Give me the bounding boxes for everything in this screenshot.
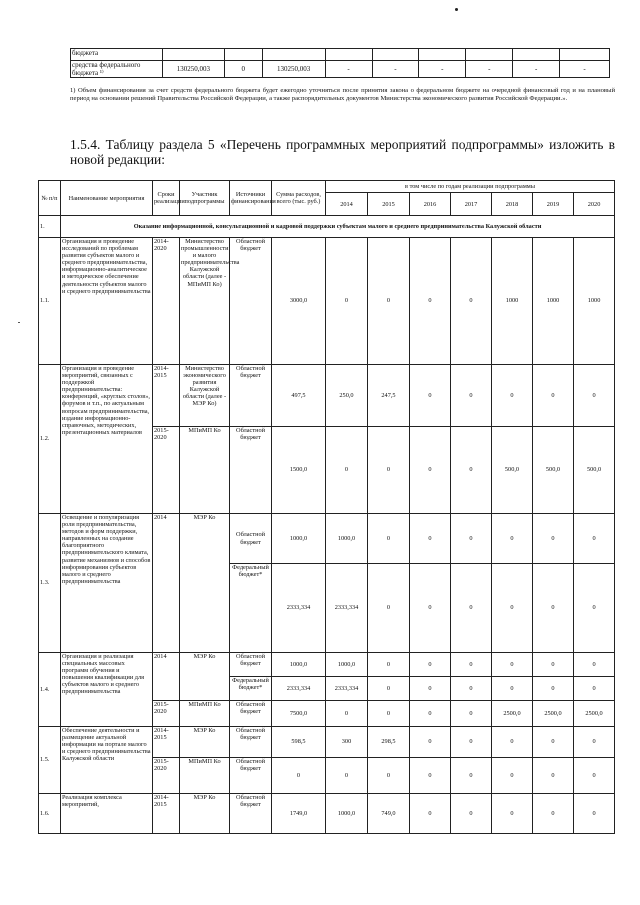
row-year-value: 0 [451,758,492,794]
row-term: 2014 [153,653,180,701]
row-sum: 7500,0 [272,701,326,727]
row-year-value: 0 [533,514,574,564]
row-num: 1.2. [39,365,61,514]
row-sum: 1000,0 [272,514,326,564]
row-year-value: 500,0 [492,427,533,514]
row-year-value: 0 [574,365,615,427]
header-name: Наименование мероприятия [61,181,153,216]
row-term: 2014 [153,514,180,653]
header-year: 2015 [368,193,410,216]
table-cell: - [325,61,372,78]
section-heading: 1.5.4. Таблицу раздела 5 «Перечень программных мероприятий подпрограммы» изложить в новой редакции: [70,137,615,167]
row-num: 1.5. [39,727,61,794]
row-year-value: 300 [326,727,368,758]
table-cell: 0 [224,61,262,78]
table-cell [262,49,325,61]
row-name: Освещение и популяризация роли предпринимательства, методов и форм поддержки, направленных на создание благоприятного предпринимательского климата, развитие механизмов и способов информирования субъектов малого и среднего предпринимательства [61,514,153,653]
row-year-value: 1000 [533,238,574,365]
row-participant: Министерство экономического развития Калужской области (далее - МЭР Ко) [180,365,230,427]
row-year-value: 0 [410,365,451,427]
table-row [71,61,610,78]
row-year-value: 2500,0 [533,701,574,727]
margin-mark [18,322,20,323]
row-year-value: 0 [368,758,410,794]
header-source: Источники финансирования [230,181,272,216]
table-cell [325,49,372,61]
header-year: 2017 [451,193,492,216]
table-cell: - [466,61,513,78]
row-year-value: 0 [368,653,410,677]
row-name: Организация и реализация специальных массовых программ обучения и повышения квалификации для субъектов малого и среднего предпринимательства [61,653,153,727]
row-year-value: 0 [533,564,574,653]
row-year-value: 0 [492,365,533,427]
row-year-value: 749,0 [368,794,410,834]
header-year: 2018 [492,193,533,216]
table-row [71,49,610,61]
row-year-value: 0 [451,794,492,834]
row-name: Обеспечение деятельности и размещение актуальной информации на портале малого и среднего предпринимательства Калужской области [61,727,153,794]
row-source: Областной бюджет [230,238,272,365]
row-year-value: 0 [451,677,492,701]
table-cell [419,49,466,61]
row-participant: МЭР Ко [180,794,230,834]
scan-dot [455,8,458,11]
row-year-value: 0 [574,727,615,758]
row-year-value: 1000,0 [326,794,368,834]
row-year-value: 0 [410,238,451,365]
row-year-value: 247,5 [368,365,410,427]
table-row [39,794,615,834]
row-year-value: 2333,334 [326,564,368,653]
row-year-value: 0 [451,238,492,365]
table-cell [513,49,560,61]
row-sum: 1500,0 [272,427,326,514]
row-year-value: 0 [326,238,368,365]
row-year-value: 0 [326,427,368,514]
row-source: Областной бюджет [230,427,272,514]
row-name: Организация и проведение мероприятий, связанных с поддержкой предпринимательства: конференций, «круглых столов», форумов и т.п., по актуальным вопросам предпринимательства, издание информационно-справочных, методических, презентационных материалов [61,365,153,514]
row-year-value: 0 [451,365,492,427]
row-year-value: 0 [368,427,410,514]
row-source: Областной бюджет [230,514,272,564]
row-year-value: 0 [410,701,451,727]
row-term: 2014-2020 [153,238,180,365]
row-year-value: 0 [451,653,492,677]
row-year-value: 0 [533,794,574,834]
row-year-value: 0 [574,514,615,564]
row-year-value: 0 [410,794,451,834]
row-year-value: 0 [574,758,615,794]
table-row [39,514,615,564]
row-year-value: 0 [492,727,533,758]
row-participant: МЭР Ко [180,514,230,653]
row-source: Федеральный бюджет* [230,677,272,701]
table-cell: - [372,61,419,78]
row-num: 1.1. [39,238,61,365]
row-year-value: 0 [492,758,533,794]
row-sum: 1000,0 [272,653,326,677]
row-source: Федеральный бюджет* [230,564,272,653]
table-cell [162,49,224,61]
row-year-value: 0 [368,677,410,701]
row-year-value: 2500,0 [574,701,615,727]
header-by-years: в том числе по годам реализации подпрограммы [326,181,615,193]
row-source: Областной бюджет [230,365,272,427]
row-sum: 2333,334 [272,677,326,701]
row-source: Областной бюджет [230,653,272,677]
row-year-value: 0 [410,727,451,758]
row-year-value: 0 [574,794,615,834]
row-year-value: 1000 [492,238,533,365]
header-year: 2020 [574,193,615,216]
row-year-value: 1000,0 [326,514,368,564]
row-year-value: 0 [368,238,410,365]
row-year-value: 0 [410,427,451,514]
row-year-value: 0 [492,677,533,701]
row-year-value: 0 [533,653,574,677]
row-source: Областной бюджет [230,701,272,727]
row-num: 1.3. [39,514,61,653]
row-year-value: 0 [410,677,451,701]
table-cell: 130250,003 [262,61,325,78]
row-year-value: 0 [533,727,574,758]
table-row [39,365,615,427]
row-year-value: 0 [368,701,410,727]
table-cell: - [513,61,560,78]
row-year-value: 500,0 [574,427,615,514]
table-row [39,238,615,365]
budget-table-fragment [70,48,610,78]
table-header-row [39,181,615,193]
row-participant: МПиМП Ко [180,701,230,727]
row-year-value: 0 [533,677,574,701]
table-cell: - [560,61,610,78]
row-year-value: 0 [410,758,451,794]
row-year-value: 0 [368,564,410,653]
row-year-value: 0 [492,564,533,653]
section-title: Оказание информационной, консультационной и кадровой поддержки субъектам малого и среднего предпринимательства Калужской области [61,216,615,238]
row-year-value: 0 [533,758,574,794]
row-year-value: 0 [574,564,615,653]
row-term: 2015-2020 [153,758,180,794]
row-year-value: 0 [368,514,410,564]
table-cell: средства федерального бюджета ¹⁾ [71,61,163,78]
row-year-value: 0 [492,653,533,677]
row-year-value: 1000 [574,238,615,365]
table-cell [224,49,262,61]
row-source: Областной бюджет [230,794,272,834]
row-name: Реализация комплекса мероприятий, [61,794,153,834]
header-num: № п/п [39,181,61,216]
row-year-value: 250,0 [326,365,368,427]
row-year-value: 298,5 [368,727,410,758]
header-participant: Участник подпрограммы [180,181,230,216]
header-sum: Сумма расходов, всего (тыс. руб.) [272,181,326,216]
section-row [39,216,615,238]
header-year: 2014 [326,193,368,216]
row-year-value: 0 [410,653,451,677]
program-measures-table [38,180,615,834]
row-year-value: 0 [451,514,492,564]
table-cell [560,49,610,61]
row-term: 2015-2020 [153,427,180,514]
row-year-value: 0 [574,653,615,677]
row-sum: 0 [272,758,326,794]
row-year-value: 0 [492,794,533,834]
table-cell: - [419,61,466,78]
row-sum: 3000,0 [272,238,326,365]
row-year-value: 0 [451,564,492,653]
row-year-value: 2333,334 [326,677,368,701]
row-sum: 497,5 [272,365,326,427]
row-participant: МЭР Ко [180,727,230,758]
row-year-value: 500,0 [533,427,574,514]
row-year-value: 0 [410,564,451,653]
row-participant: Министерство промышленности и малого предпринимательства Калужской области (далее - МПиМП Ко) [180,238,230,365]
row-name: Организация и проведение исследований по проблемам развития субъектов малого и среднего предпринимательства, информационно-аналитическое и методическое обеспечение деятельности субъектов малого и среднего предпринимательства [61,238,153,365]
table-cell [372,49,419,61]
row-sum: 598,5 [272,727,326,758]
row-year-value: 0 [492,514,533,564]
row-sum: 2333,334 [272,564,326,653]
row-year-value: 0 [326,758,368,794]
row-year-value: 0 [533,365,574,427]
table-cell: 130250,003 [162,61,224,78]
footnote: 1) Объем финансирования за счет средств федерального бюджета будет ежегодно уточняться после принятия закона о федеральном бюджете на очередной финансовый год и на плановый период на основании решений Правительства Российской Федерации, а также распорядительных документов Министерства экономического развития Российской Федерации.». [70,87,615,103]
row-source: Областной бюджет [230,758,272,794]
row-year-value: 2500,0 [492,701,533,727]
header-term: Сроки реализации [153,181,180,216]
row-participant: МЭР Ко [180,653,230,701]
row-num: 1.4. [39,653,61,727]
header-year: 2019 [533,193,574,216]
row-num: 1.6. [39,794,61,834]
row-year-value: 0 [410,514,451,564]
row-year-value: 0 [451,427,492,514]
row-participant: МПиМП Ко [180,427,230,514]
row-participant: МПиМП Ко [180,758,230,794]
row-term: 2014-2015 [153,365,180,427]
row-term: 2014-2015 [153,727,180,758]
table-cell: бюджета [71,49,163,61]
header-year: 2016 [410,193,451,216]
row-year-value: 0 [451,701,492,727]
row-term: 2014-2015 [153,794,180,834]
row-year-value: 0 [451,727,492,758]
row-term: 2015-2020 [153,701,180,727]
row-year-value: 0 [574,677,615,701]
table-row [39,727,615,758]
row-source: Областной бюджет [230,727,272,758]
row-year-value: 1000,0 [326,653,368,677]
table-cell [466,49,513,61]
table-row [39,653,615,677]
row-sum: 1749,0 [272,794,326,834]
row-year-value: 0 [326,701,368,727]
section-num: 1. [39,216,61,238]
